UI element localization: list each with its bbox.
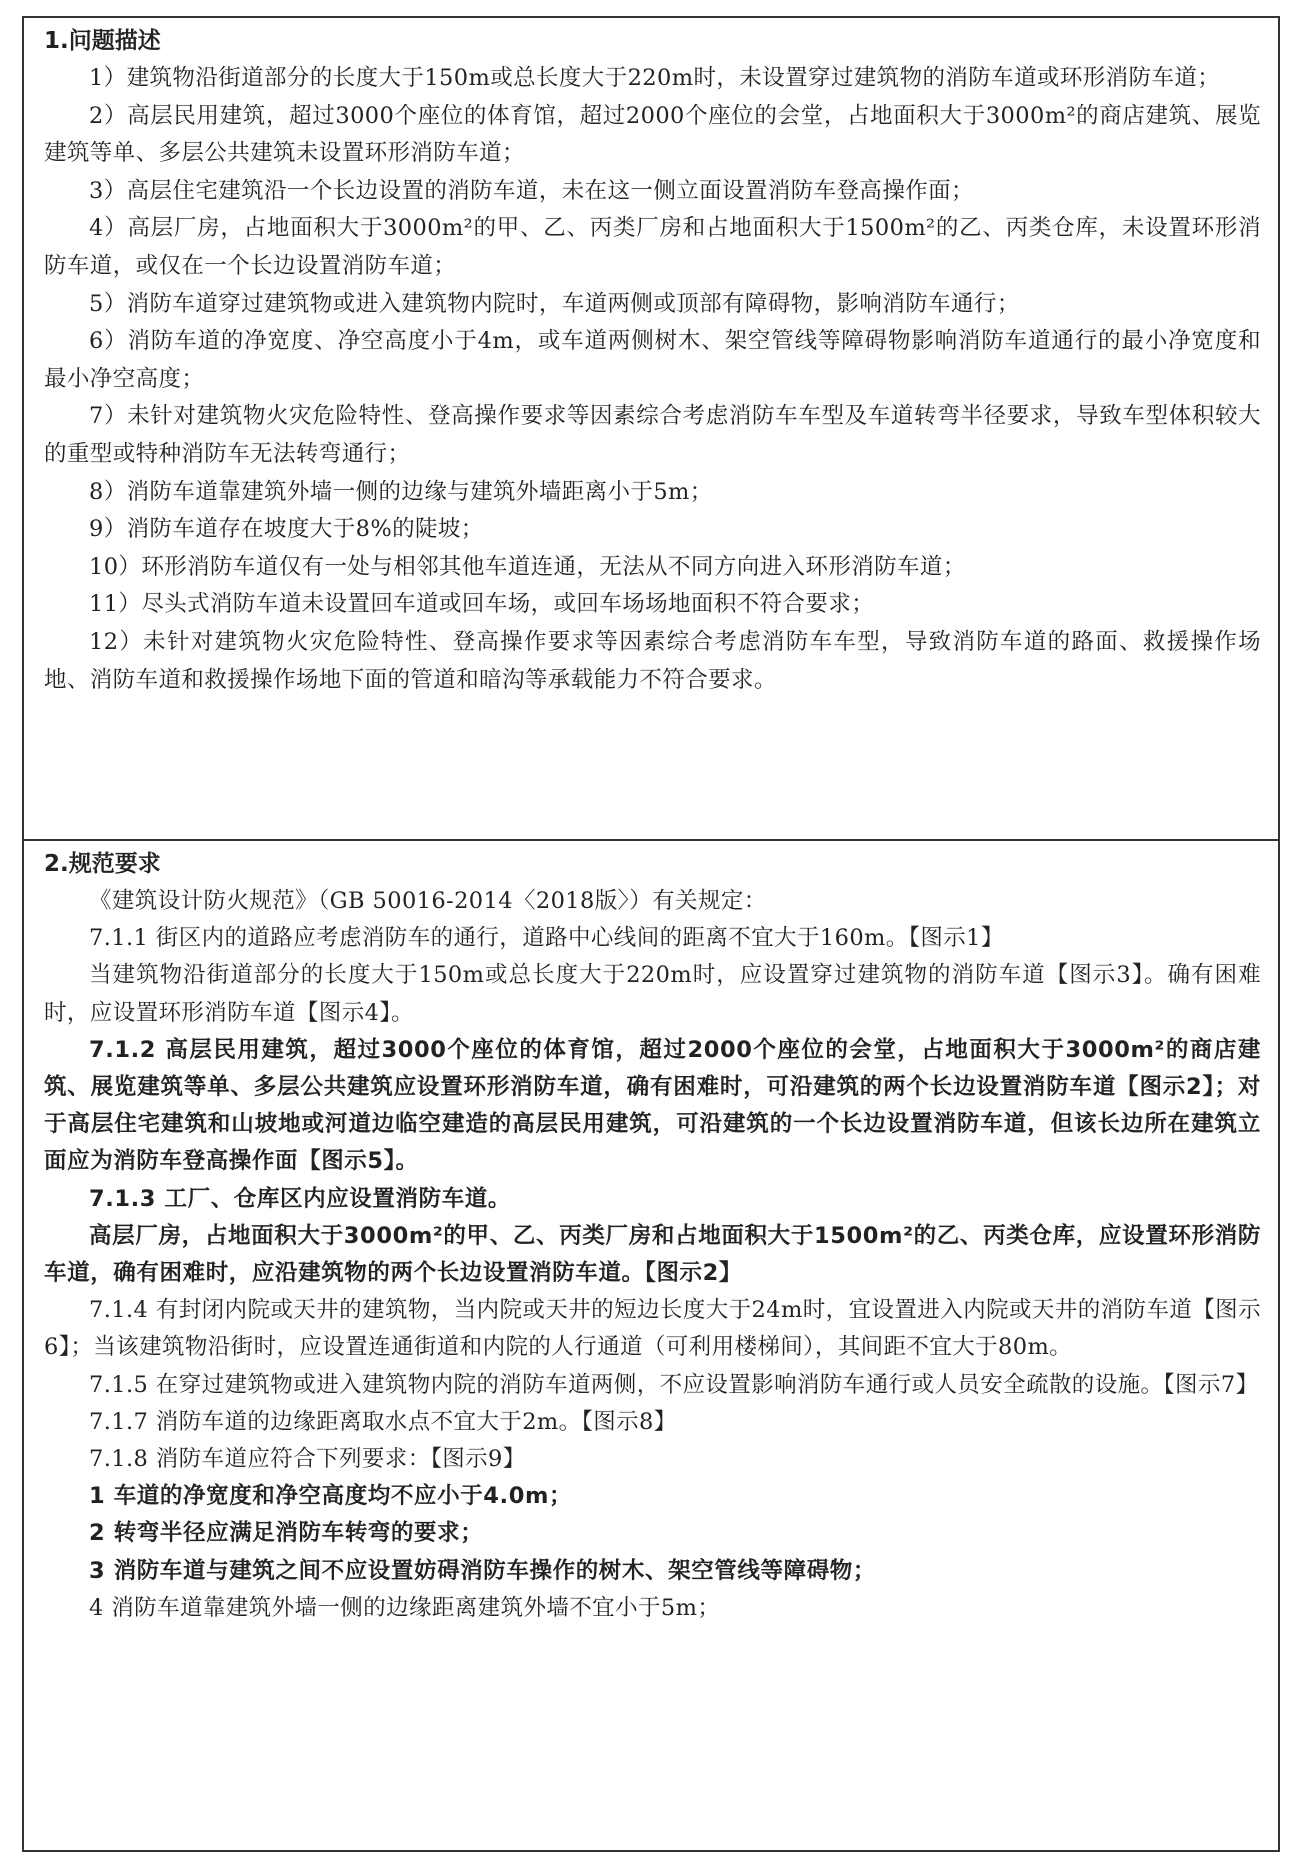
problem-item-7: 7）未针对建筑物火灾危险特性、登高操作要求等因素综合考虑消防车车型及车道转弯半径要求，导致车型体积较大的重型或特种消防车无法转弯通行； [44,403,1261,467]
problem-item-2: 2）高层民用建筑，超过3000个座位的体育馆，超过2000个座位的会堂，占地面积大于3000m²的商店建筑、展览建筑等单、多层公共建筑未设置环形消防车道； [44,102,1261,167]
clause-7-1-5: 7.1.5 在穿过建筑物或进入建筑物内院的消防车道两侧，不应设置影响消防车通行或人员安全疏散的设施。【图示7】 [89,1371,1259,1398]
clause-7-1-2: 7.1.2 高层民用建筑，超过3000个座位的体育馆，超过2000个座位的会堂，占地面积大于3000m²的商店建筑、展览建筑等单、多层公共建筑应设置环形消防车道，确有困难时，可沿建筑的两个长边设置消防车道【图示2】；对于高层住宅建筑和山坡地或河道边临空建造的高层民用建筑，可沿建筑的一个长边设置消防车道，但该长边所在建筑立面应为消防车登高操作面【图示5】。 [44,1036,1261,1175]
problem-item-11: 11）尽头式消防车道未设置回车道或回车场，或回车场场地面积不符合要求； [89,591,875,618]
section-heading: 2.规范要求 [44,851,161,877]
document-table [22,16,1280,1852]
requirement-4: 4 消防车道靠建筑外墙一侧的边缘距离建筑外墙不宜小于5m； [89,1594,721,1621]
clause-7-1-3-continued: 高层厂房，占地面积大于3000m²的甲、乙、丙类厂房和占地面积大于1500m²的乙、丙类仓库，应设置环形消防车道，确有困难时，应沿建筑物的两个长边设置消防车道。【图示2】 [44,1222,1261,1287]
requirement-2: 2 转弯半径应满足消防车转弯的要求； [89,1520,484,1547]
clause-7-1-7: 7.1.7 消防车道的边缘距离取水点不宜大于2m。【图示8】 [89,1408,677,1435]
code-intro: 《建筑设计防火规范》（GB 50016-2014〈2018版〉）有关规定： [89,888,767,914]
requirement-1: 1 车道的净宽度和净空高度均不应小于4.0m； [89,1483,573,1510]
clause-7-1-8: 7.1.8 消防车道应符合下列要求：【图示9】 [89,1446,526,1473]
section-heading: 1.问题描述 [44,28,161,54]
clause-7-1-3: 7.1.3 工厂、仓库区内应设置消防车道。 [89,1185,511,1212]
problem-description-section [22,16,1280,841]
requirement-3: 3 消防车道与建筑之间不应设置妨碍消防车操作的树木、架空管线等障碍物； [89,1557,876,1584]
clause-7-1-4: 7.1.4 有封闭内院或天井的建筑物，当内院或天井的短边长度大于24m时，宜设置进入内院或天井的消防车道【图示6】；当该建筑物沿街时，应设置连通街道和内院的人行通道（可利用楼梯间），其间距不宜大于80m。 [44,1297,1261,1361]
problem-item-6: 6）消防车道的净宽度、净空高度小于4m，或车道两侧树木、架空管线等障碍物影响消防车道通行的最小净宽度和最小净空高度； [44,328,1261,392]
problem-item-12: 12）未针对建筑物火灾危险特性、登高操作要求等因素综合考虑消防车车型，导致消防车道的路面、救援操作场地、消防车道和救援操作场地下面的管道和暗沟等承载能力不符合要求。 [44,628,1261,693]
problem-item-5: 5）消防车道穿过建筑物或进入建筑物内院时，车道两侧或顶部有障碍物，影响消防车通行； [89,290,1020,317]
problem-item-10: 10）环形消防车道仅有一处与相邻其他车道连通，无法从不同方向进入环形消防车道； [89,553,966,580]
clause-7-1-1-continued: 当建筑物沿街道部分的长度大于150m或总长度大于220m时，应设置穿过建筑物的消防车道【图示3】。确有困难时，应设置环形消防车道【图示4】。 [44,962,1261,1026]
problem-item-9: 9）消防车道存在坡度大于8%的陡坡； [89,516,484,543]
problem-item-1: 1）建筑物沿街道部分的长度大于150m或总长度大于220m时，未设置穿过建筑物的消防车道或环形消防车道； [89,65,1221,91]
problem-item-3: 3）高层住宅建筑沿一个长边设置的消防车道，未在这一侧立面设置消防车登高操作面； [89,177,974,204]
problem-item-4: 4）高层厂房，占地面积大于3000m²的甲、乙、丙类厂房和占地面积大于1500m²的乙、丙类仓库，未设置环形消防车道，或仅在一个长边设置消防车道； [44,215,1261,279]
clause-7-1-1: 7.1.1 街区内的道路应考虑消防车的通行，道路中心线间的距离不宜大于160m。【图示1】 [89,925,1004,952]
problem-item-8: 8）消防车道靠建筑外墙一侧的边缘与建筑外墙距离小于5m； [89,478,713,505]
code-requirements-section [22,841,1280,1852]
